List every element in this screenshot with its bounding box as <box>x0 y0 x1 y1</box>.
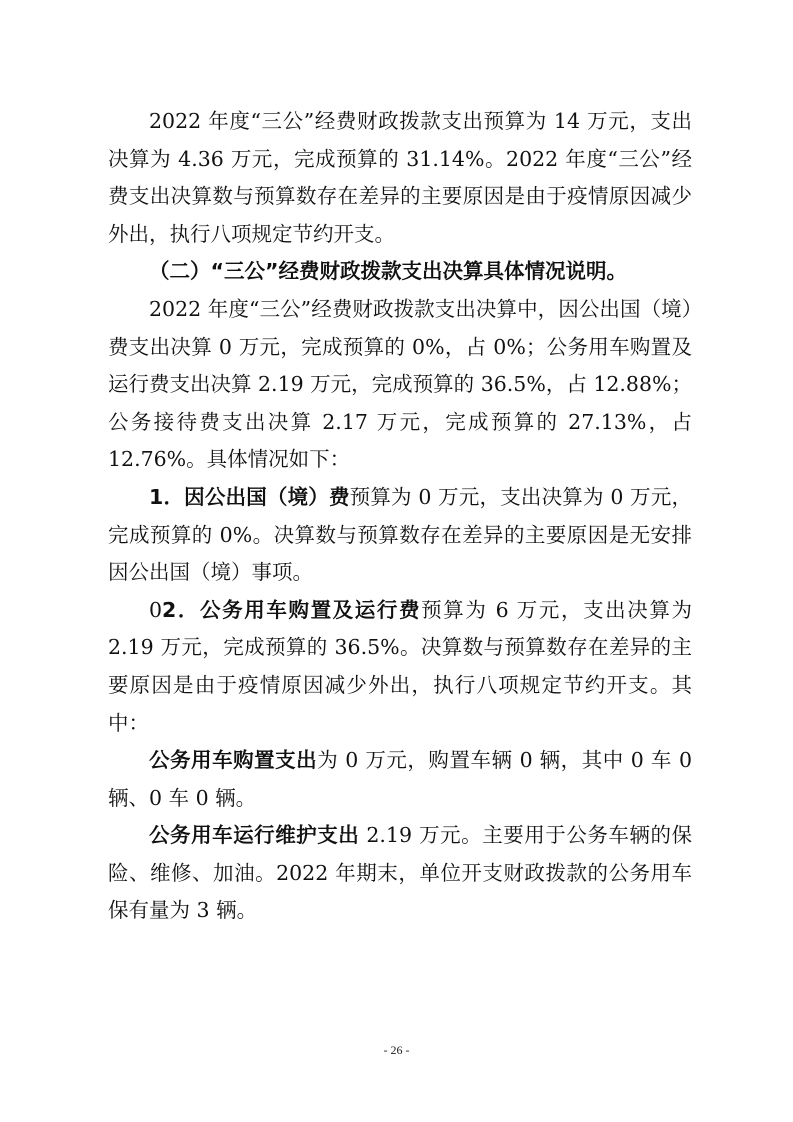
paragraph-vehicle-purchase <box>108 742 692 817</box>
vehicle-purchase-title: 公务用车购置支出 <box>149 748 318 773</box>
paragraph-vehicle-maintenance <box>108 817 692 930</box>
vehicle-maintenance-text: 2.19 万元。主要用于公务车辆的保险、维修、加油。2022 年期末，单位开支财政拨款的公务用车保有量为 3 辆。 <box>108 823 692 923</box>
item-1-title: 1．因公出国（境）费 <box>149 484 350 509</box>
item-2-prefix: 0 <box>149 597 163 622</box>
vehicle-maintenance-title: 公务用车运行维护支出 <box>149 823 360 848</box>
body-text <box>108 103 692 930</box>
item-2-text: 预算为 6 万元，支出决算为 2.19 万元，完成预算的 36.5%。决算数与预算数存在差异的主要原因是由于疫情原因减少外出，执行八项规定节约开支。其中： <box>108 597 693 735</box>
item-1-text: 预算为 0 万元，支出决算为 0 万元，完成预算的 0%。决算数与预算数存在差异的主要原因是无安排因公出国（境）事项。 <box>108 484 693 585</box>
paragraph-breakdown: 2022 年度“三公”经费财政拨款支出决算中，因公出国（境）费支出决算 0 万元，完成预算的 0%，占 0%；公务用车购置及运行费支出决算 2.19 万元，完成预算的 36.5%，占 12.88%；公务接待费支出决算 2.17 万元，完成预算的 27.13%，占 12.76%。具体情况如下： <box>108 296 692 472</box>
vehicle-purchase-text: 为 0 万元，购置车辆 0 辆，其中 0 车 0 辆、0 车 0 辆。 <box>108 748 692 810</box>
paragraph-vehicle-costs <box>108 592 692 742</box>
paragraph-budget-summary: 2022 年度“三公”经费财政拨款支出预算为 14 万元，支出决算为 4.36 万元，完成预算的 31.14%。2022 年度“三公”经费支出决算数与预算数存在差异的主要原因是由于疫情原因减少外出，执行八项规定节约开支。 <box>108 109 692 246</box>
page-number: - 26 - <box>383 1043 410 1057</box>
paragraph-overseas-travel <box>108 479 692 592</box>
section-heading-text: （二）“三公”经费财政拨款支出决算具体情况说明。 <box>149 259 627 284</box>
item-2-title: 2．公务用车购置及运行费 <box>162 597 422 622</box>
section-heading <box>108 253 692 291</box>
